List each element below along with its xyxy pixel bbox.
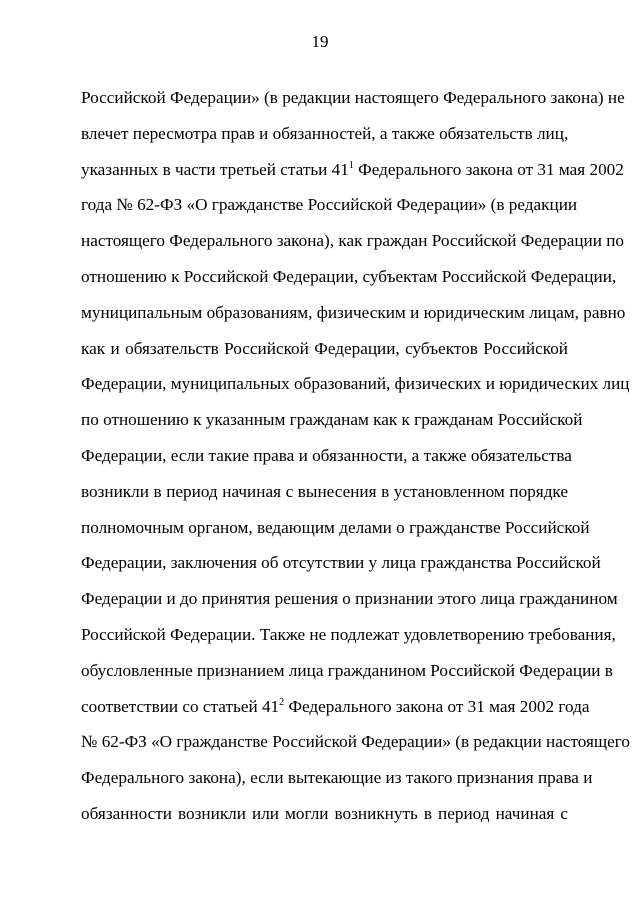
text-line: Федерации, заключения об отсутствии у лица гражданства Российской: [81, 553, 601, 573]
text-segment: соответствии со статьей 41: [81, 696, 280, 716]
superscript: 2: [279, 696, 285, 708]
text-line: Российской Федерации. Также не подлежат удовлетворению требования,: [81, 624, 616, 644]
text-line: обусловленные признанием лица гражданином Российской Федерации в: [81, 660, 613, 680]
text-line: отношению к Российской Федерации, субъектам Российской Федерации,: [81, 266, 617, 286]
text-line: настоящего Федерального закона), как граждан Российской Федерации по: [81, 231, 625, 251]
document-body: [81, 80, 630, 832]
text-line: № 62-ФЗ «О гражданстве Российской Федерации» (в редакции настоящего: [81, 732, 630, 752]
text-line: по отношению к указанным гражданам как к гражданам Российской: [81, 410, 583, 430]
text-line: муниципальным образованиям, физическим и юридическим лицам, равно: [81, 302, 626, 322]
text-line: возникли в период начиная с вынесения в установленном порядке: [81, 481, 568, 501]
page-number: 19: [311, 32, 329, 51]
text-line: Федерации, если такие права и обязанности, а также обязательства: [81, 445, 572, 465]
text-line: Федерального закона), если вытекающие из такого признания права и: [81, 768, 593, 788]
text-line: как и обязательств Российской Федерации, субъектов Российской: [81, 338, 568, 358]
text-line: [81, 689, 590, 725]
text-line: полномочным органом, ведающим делами о гражданстве Российской: [81, 517, 590, 537]
text-segment: Федерального закона от 31 мая 2002 года: [284, 696, 590, 716]
text-line: Федерации, муниципальных образований, физических и юридических лиц: [81, 374, 630, 394]
text-line: влечет пересмотра прав и обязанностей, а также обязательств лиц,: [81, 123, 569, 143]
text-line: обязанности возникли или могли возникнуть в период начиная с: [81, 803, 568, 823]
text-line: Российской Федерации» (в редакции настоящего Федерального закона) не: [81, 88, 625, 107]
text-line: года № 62-ФЗ «О гражданстве Российской Федерации» (в редакции: [81, 195, 578, 215]
superscript: 1: [348, 159, 354, 171]
text-line: Федерации и до принятия решения о признании этого лица гражданином: [81, 589, 618, 609]
text-line: [81, 152, 624, 188]
text-segment: указанных в части третьей статьи 41: [81, 159, 349, 179]
text-segment: Федерального закона от 31 мая 2002: [353, 159, 624, 179]
